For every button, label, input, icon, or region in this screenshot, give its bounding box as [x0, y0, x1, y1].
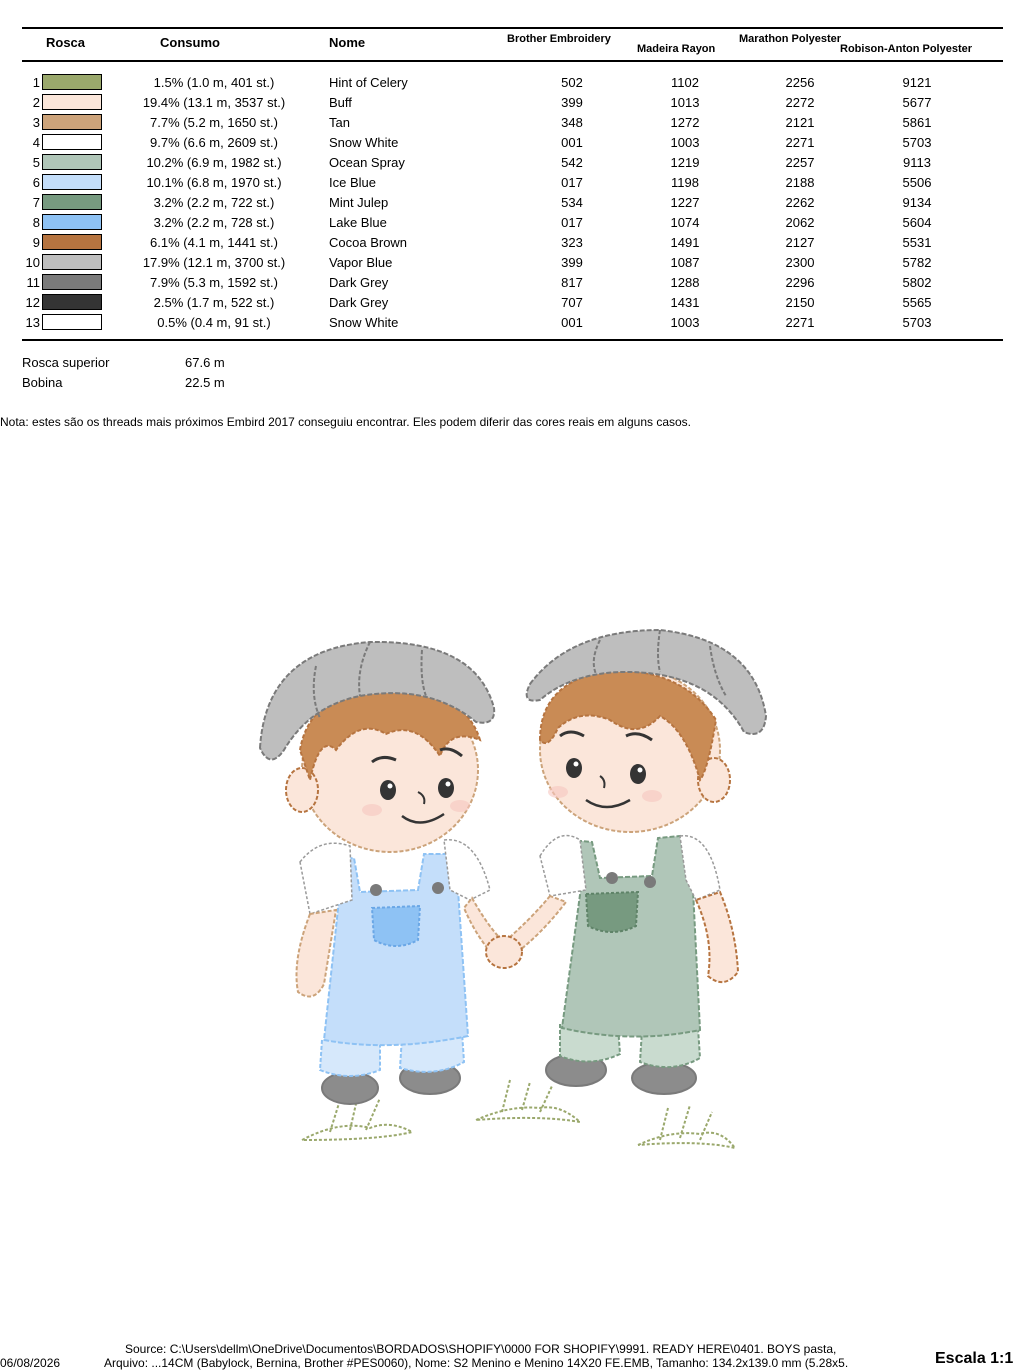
- thread-brother-code: 399: [561, 95, 583, 110]
- thread-brother-code: 348: [561, 115, 583, 130]
- footer-source: Source: C:\Users\dellm\OneDrive\Documentos\BORDADOS\SHOPIFY\0000 FOR SHOPIFY\9991. READY HERE\0401. BOYS pasta,: [125, 1342, 837, 1356]
- thread-consumo: 1.5% (1.0 m, 401 st.): [153, 75, 275, 90]
- thread-number: 9: [32, 235, 40, 250]
- thread-name: Snow White: [329, 135, 399, 150]
- header-madeira: Madeira Rayon: [637, 43, 716, 55]
- thread-name: Cocoa Brown: [329, 235, 408, 250]
- thread-note: Nota: estes são os threads mais próximos Embird 2017 conseguiu encontrar. Eles podem diferir das cores reais em alguns casos.: [0, 415, 692, 429]
- thread-robison-code: 5703: [902, 135, 932, 150]
- thread-consumo: 10.1% (6.8 m, 1970 st.): [146, 175, 282, 190]
- thread-name: Snow White: [329, 315, 399, 330]
- right-boy-figure: [486, 630, 766, 1094]
- thread-consumo: 7.9% (5.3 m, 1592 st.): [150, 275, 278, 290]
- thread-marathon-code: 2296: [785, 275, 815, 290]
- thread-color-swatch: [42, 194, 102, 210]
- thread-madeira-code: 1087: [670, 255, 700, 270]
- thread-name: Tan: [329, 115, 350, 130]
- footer-arquivo: Arquivo: ...14CM (Babylock, Bernina, Brother #PES0060), Nome: S2 Menino e Menino 14X20 FE.EMB, Tamanho: 134.2x139.0 mm (5.28x5.: [104, 1356, 849, 1370]
- thread-number: 2: [32, 95, 40, 110]
- header-rosca: Rosca: [46, 35, 86, 50]
- thread-marathon-code: 2262: [785, 195, 815, 210]
- thread-name: Mint Julep: [329, 195, 389, 210]
- thread-color-swatch: [42, 234, 102, 250]
- bobina-value: 22.5 m: [185, 375, 225, 390]
- thread-marathon-code: 2272: [785, 95, 815, 110]
- rosca-superior-label: Rosca superior: [22, 355, 110, 370]
- thread-color-swatch: [42, 154, 102, 170]
- thread-row: [0, 292, 1024, 312]
- thread-marathon-code: 2150: [785, 295, 815, 310]
- thread-row: [0, 312, 1024, 332]
- thread-madeira-code: 1431: [670, 295, 700, 310]
- thread-consumo: 10.2% (6.9 m, 1982 st.): [146, 155, 282, 170]
- thread-name: Ice Blue: [329, 175, 376, 190]
- thread-brother-code: 399: [561, 255, 583, 270]
- thread-number: 6: [32, 175, 40, 190]
- thread-consumo: 7.7% (5.2 m, 1650 st.): [150, 115, 278, 130]
- thread-number: 13: [25, 315, 40, 330]
- header-nome: Nome: [329, 35, 366, 50]
- thread-marathon-code: 2257: [785, 155, 815, 170]
- footer-date: 06/08/2026: [0, 1356, 61, 1370]
- thread-brother-code: 707: [561, 295, 583, 310]
- thread-consumo: 6.1% (4.1 m, 1441 st.): [150, 235, 278, 250]
- thread-row: [0, 172, 1024, 192]
- thread-row: [0, 192, 1024, 212]
- thread-number: 5: [32, 155, 40, 170]
- header-consumo: Consumo: [160, 35, 220, 50]
- thread-madeira-code: 1102: [671, 75, 699, 90]
- embroidery-design-image: [240, 600, 800, 1180]
- thread-color-swatch: [42, 134, 102, 150]
- thread-brother-code: 017: [561, 215, 583, 230]
- thread-name: Buff: [329, 95, 352, 110]
- thread-color-swatch: [42, 274, 102, 290]
- thread-madeira-code: 1227: [670, 195, 700, 210]
- thread-madeira-code: 1003: [670, 315, 700, 330]
- left-boy-figure: [260, 642, 506, 1104]
- thread-number: 3: [32, 115, 40, 130]
- thread-marathon-code: 2188: [785, 175, 815, 190]
- thread-brother-code: 001: [561, 135, 583, 150]
- thread-color-swatch: [42, 294, 102, 310]
- thread-number: 8: [32, 215, 40, 230]
- thread-marathon-code: 2271: [785, 135, 815, 150]
- thread-name: Ocean Spray: [329, 155, 405, 170]
- thread-name: Vapor Blue: [329, 255, 393, 270]
- thread-madeira-code: 1491: [670, 235, 700, 250]
- thread-consumo: 17.9% (12.1 m, 3700 st.): [142, 255, 286, 270]
- thread-color-swatch: [42, 254, 102, 270]
- thread-name: Lake Blue: [329, 215, 387, 230]
- thread-color-swatch: [42, 314, 102, 330]
- thread-robison-code: 5782: [902, 255, 932, 270]
- thread-consumo: 19.4% (13.1 m, 3537 st.): [142, 95, 286, 110]
- thread-brother-code: 534: [561, 195, 583, 210]
- thread-row: [0, 252, 1024, 272]
- thread-marathon-code: 2121: [785, 115, 815, 130]
- thread-row: [0, 92, 1024, 112]
- footer-scale: Escala 1:1: [935, 1350, 1014, 1367]
- thread-robison-code: 5604: [902, 215, 932, 230]
- thread-robison-code: 9121: [902, 75, 932, 90]
- table-header-rule: [22, 60, 1003, 62]
- thread-madeira-code: 1198: [671, 175, 699, 190]
- thread-row: [0, 152, 1024, 172]
- thread-robison-code: 5677: [902, 95, 932, 110]
- thread-consumo: 2.5% (1.7 m, 522 st.): [153, 295, 275, 310]
- table-bottom-rule: [22, 339, 1003, 341]
- thread-brother-code: 817: [561, 275, 583, 290]
- thread-row: [0, 212, 1024, 232]
- thread-row: [0, 232, 1024, 252]
- thread-madeira-code: 1074: [670, 215, 700, 230]
- header-marathon: Marathon Polyester: [739, 33, 842, 45]
- thread-marathon-code: 2300: [785, 255, 815, 270]
- thread-madeira-code: 1013: [670, 95, 700, 110]
- thread-number: 1: [32, 75, 40, 90]
- thread-brother-code: 542: [561, 155, 583, 170]
- thread-madeira-code: 1288: [670, 275, 700, 290]
- thread-row: [0, 72, 1024, 92]
- thread-color-swatch: [42, 114, 102, 130]
- thread-row: [0, 132, 1024, 152]
- thread-number: 12: [25, 295, 40, 310]
- thread-robison-code: 5506: [902, 175, 932, 190]
- thread-name: Hint of Celery: [329, 75, 408, 90]
- thread-robison-code: 5802: [902, 275, 932, 290]
- thread-number: 7: [32, 195, 40, 210]
- thread-number: 11: [26, 275, 40, 290]
- thread-marathon-code: 2127: [785, 235, 815, 250]
- thread-madeira-code: 1219: [670, 155, 700, 170]
- thread-row: [0, 272, 1024, 292]
- thread-marathon-code: 2062: [785, 215, 815, 230]
- thread-color-swatch: [42, 214, 102, 230]
- thread-number: 4: [32, 135, 40, 150]
- thread-madeira-code: 1003: [670, 135, 700, 150]
- thread-brother-code: 502: [561, 75, 583, 90]
- thread-brother-code: 017: [561, 175, 583, 190]
- thread-robison-code: 5531: [902, 235, 932, 250]
- thread-consumo: 0.5% (0.4 m, 91 st.): [157, 315, 271, 330]
- thread-robison-code: 9134: [902, 195, 932, 210]
- thread-robison-code: 5703: [902, 315, 932, 330]
- thread-color-swatch: [42, 174, 102, 190]
- thread-number: 10: [25, 255, 40, 270]
- thread-robison-code: 9113: [903, 155, 931, 170]
- thread-color-swatch: [42, 94, 102, 110]
- thread-consumo: 3.2% (2.2 m, 722 st.): [153, 195, 275, 210]
- thread-brother-code: 001: [561, 315, 583, 330]
- bobina-label: Bobina: [22, 375, 63, 390]
- thread-marathon-code: 2256: [785, 75, 815, 90]
- header-robison: Robison-Anton Polyester: [840, 43, 973, 55]
- thread-consumo: 3.2% (2.2 m, 728 st.): [153, 215, 275, 230]
- rosca-superior-value: 67.6 m: [185, 355, 225, 370]
- thread-marathon-code: 2271: [785, 315, 815, 330]
- header-brother: Brother Embroidery: [507, 33, 611, 45]
- table-top-rule: [22, 27, 1003, 29]
- thread-robison-code: 5861: [902, 115, 932, 130]
- thread-brother-code: 323: [561, 235, 583, 250]
- thread-robison-code: 5565: [902, 295, 932, 310]
- thread-name: Dark Grey: [329, 295, 389, 310]
- thread-row: [0, 112, 1024, 132]
- thread-name: Dark Grey: [329, 275, 389, 290]
- thread-madeira-code: 1272: [670, 115, 700, 130]
- thread-color-swatch: [42, 74, 102, 90]
- thread-consumo: 9.7% (6.6 m, 2609 st.): [150, 135, 278, 150]
